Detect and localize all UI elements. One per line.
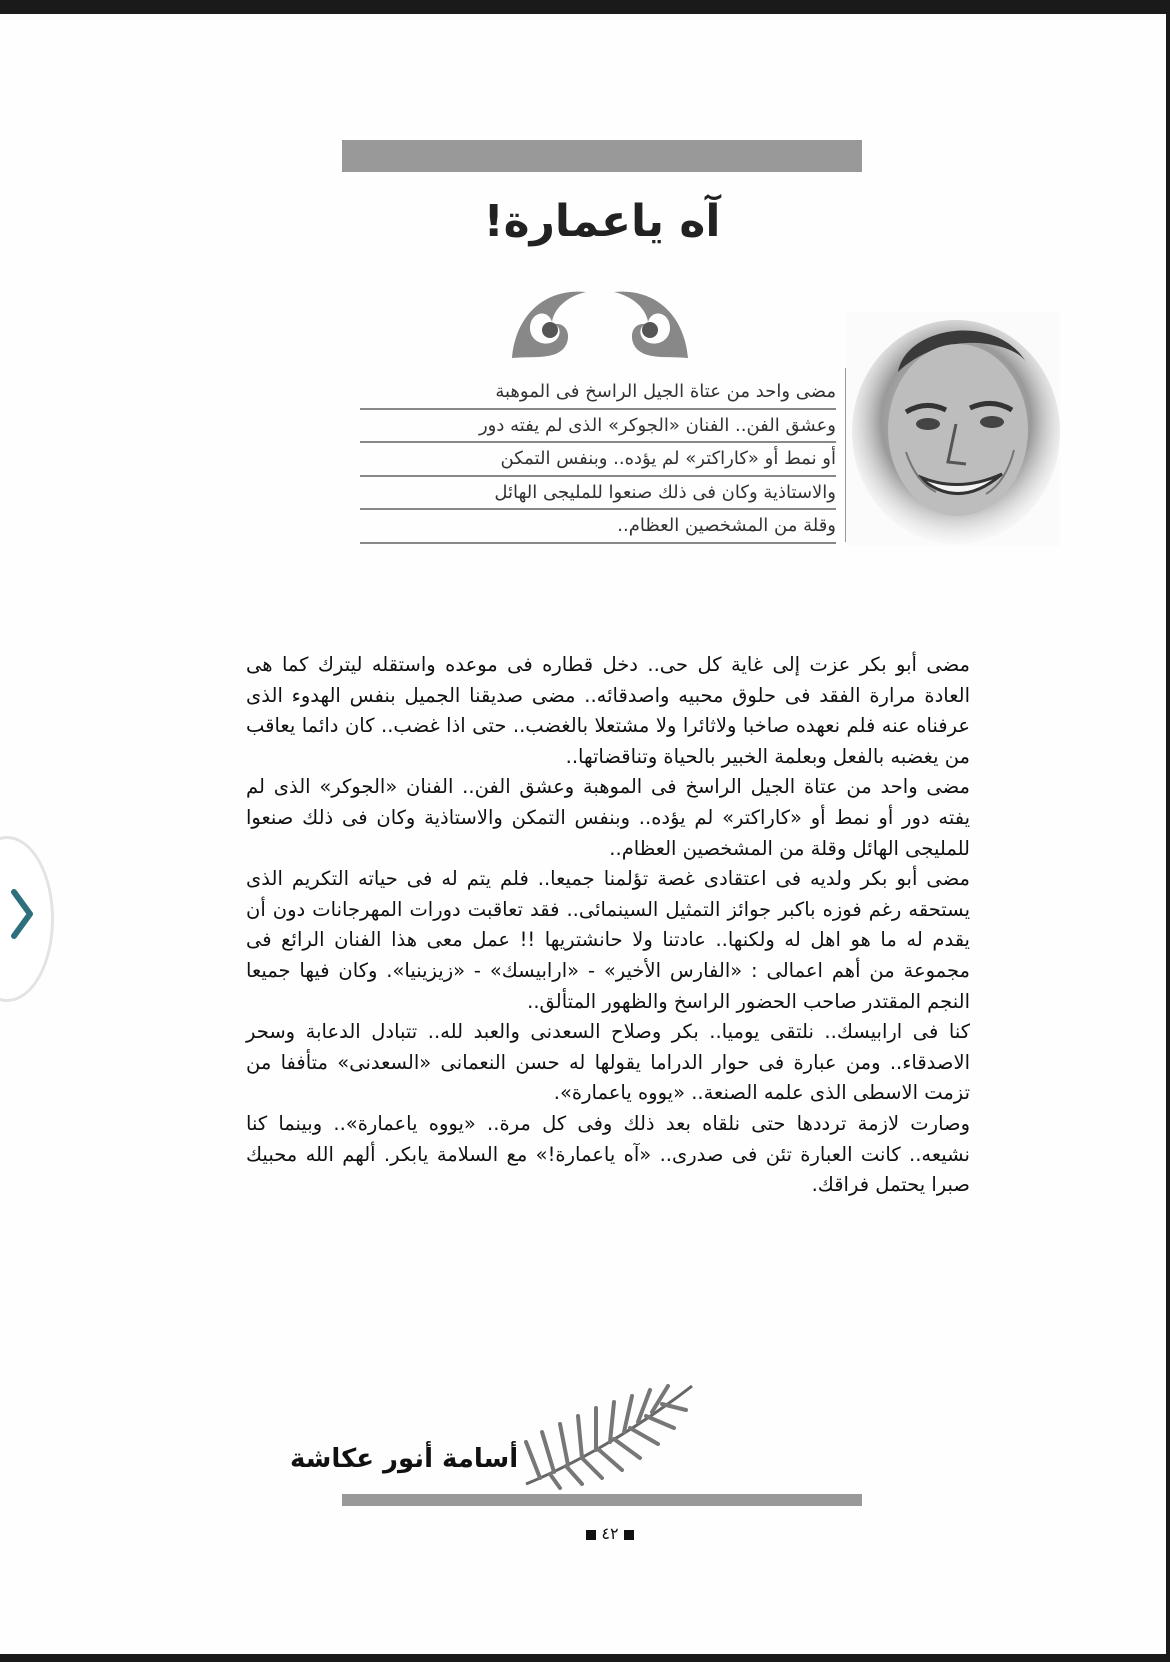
palm-leaf-icon <box>520 1382 698 1490</box>
square-bullet-icon <box>586 1530 596 1540</box>
footer-bar <box>342 1494 862 1506</box>
intro-block <box>360 376 836 544</box>
page-number <box>560 1524 660 1543</box>
portrait-image <box>846 312 1060 546</box>
intro-line: أو نمط أو «كاراكتر» لم يؤده.. وبنفس التمكن <box>360 443 836 477</box>
square-bullet-icon <box>624 1530 634 1540</box>
article-title: آه ياعمارة! <box>483 196 721 247</box>
paragraph: مضى أبو بكر عزت إلى غاية كل حى.. دخل قطاره فى موعده واستقله ليترك كما هى العادة مرارة الفقد فى حلوق محبيه واصدقائه.. مضى صديقنا الجميل بنفس الهدوء الذى عرفناه عنه فلم نعهده صاخبا ولاثائرا ولا مشتعلا بالغضب.. حتى اذا غضب.. كان دائما يعاقب من يغضبه بالفعل وبعلمة الخبير بالحياة وتناقضاتها.. <box>246 653 970 768</box>
paragraph: كنا فى ارابيسك.. نلتقى يوميا.. بكر وصلاح السعدنى والعبد لله.. تتبادل الدعابة وسحر الاصدقاء.. ومن عبارة فى حوار الدراما يقولها له حسن النعمانى «السعدنى» متأففا من تزمت الاسطى الذى علمه الصنعة.. «يووه ياعمارة». <box>246 1020 970 1105</box>
paragraph: مضى أبو بكر ولديه فى اعتقادى غصة تؤلمنا جميعا.. فلم يتم له فى حياته التكريم الذى يستحقه رغم فوزه باكبر جوائز التمثيل السينمائى.. فقد تعاقبت دورات المهرجانات دون أن يقدم له ما هو اهل له ولكنها.. عادتنا ولا حانشتريها !! عمل معى هذا الفنان الرائع فى مجموعة من أهم اعمالى : «الفارس الأخير» - «ارابيسك» - «زيزينيا». وكان فيها جميعا النجم المقتدر صاحب الحضور الراسخ والظهور المتألق.. <box>246 867 970 1013</box>
paragraph: مضى واحد من عتاة الجيل الراسخ فى الموهبة وعشق الفن.. الفنان «الجوكر» الذى لم يفته دور أو نمط أو «كاراكتر» لم يؤده.. وبنفس التمكن والاستاذية وكان فى ذلك صنعوا للمليجى الهائل وقلة من المشخصين العظام.. <box>246 775 970 860</box>
quote-ornament-icon <box>508 282 692 362</box>
intro-line: وعشق الفن.. الفنان «الجوكر» الذى لم يفته دور <box>360 410 836 444</box>
author-name: أسامة أنور عكاشة <box>290 1444 519 1474</box>
chevron-right-icon[interactable] <box>8 886 36 942</box>
page-number-text: ٤٢ <box>601 1524 619 1543</box>
intro-line: مضى واحد من عتاة الجيل الراسخ فى الموهبة <box>360 376 836 410</box>
header-bar <box>342 140 862 172</box>
intro-line: وقلة من المشخصين العظام.. <box>360 510 836 544</box>
intro-line: والاستاذية وكان فى ذلك صنعوا للمليجى الهائل <box>360 477 836 511</box>
paragraph: وصارت لازمة ترددها حتى نلقاه بعد ذلك وفى كل مرة.. «يووه ياعمارة».. وبينما كنا نشيعه.. كانت العبارة تئن فى صدرى.. «آه ياعمارة!» مع السلامة يابكر. ألهم الله محبيك صبرا يحتمل فراقك. <box>246 1111 970 1197</box>
article-body <box>246 650 970 1201</box>
page-edge <box>1166 14 1170 1662</box>
